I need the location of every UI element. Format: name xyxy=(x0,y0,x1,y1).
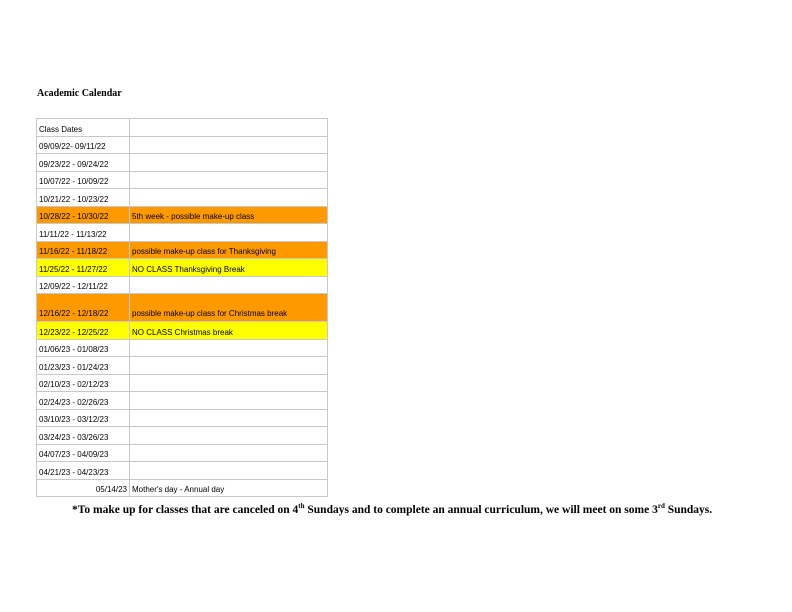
table-row xyxy=(37,479,328,497)
class-date-cell: 02/24/23 - 02/26/23 xyxy=(37,392,130,410)
table-row xyxy=(37,409,328,427)
class-note-cell: NO CLASS Christmas break xyxy=(130,322,328,340)
calendar-table-body xyxy=(37,119,328,497)
class-date-cell: 10/28/22 - 10/30/22 xyxy=(37,206,130,224)
footnote-text-2: Sundays and to complete an annual curriculum, we will meet on some 3 xyxy=(304,504,658,516)
class-date-cell: 12/23/22 - 12/25/22 xyxy=(37,322,130,340)
class-date-cell: 09/23/22 - 09/24/22 xyxy=(37,154,130,172)
class-date-cell: 09/09/22- 09/11/22 xyxy=(37,136,130,154)
class-note-cell xyxy=(130,392,328,410)
class-note-cell: possible make-up class for Thanksgiving xyxy=(130,241,328,259)
table-row xyxy=(37,189,328,207)
table-row xyxy=(37,294,328,322)
class-note-cell xyxy=(130,154,328,172)
page-title: Academic Calendar xyxy=(37,88,122,99)
table-row xyxy=(37,136,328,154)
class-note-cell: NO CLASS Thanksgiving Break xyxy=(130,259,328,277)
class-date-cell: 03/10/23 - 03/12/23 xyxy=(37,409,130,427)
class-date-cell: 10/07/22 - 10/09/22 xyxy=(37,171,130,189)
class-date-cell: 10/21/22 - 10/23/22 xyxy=(37,189,130,207)
table-row xyxy=(37,339,328,357)
class-note-cell xyxy=(130,339,328,357)
class-note-cell xyxy=(130,357,328,375)
footnote-text-3: Sundays. xyxy=(664,504,713,516)
header-class-dates: Class Dates xyxy=(37,119,130,137)
class-note-cell xyxy=(130,409,328,427)
table-row xyxy=(37,276,328,294)
table-row xyxy=(37,357,328,375)
class-date-cell: 04/21/23 - 04/23/23 xyxy=(37,462,130,480)
table-row xyxy=(37,259,328,277)
table-row xyxy=(37,206,328,224)
footnote-superscript-1: th xyxy=(298,502,305,511)
table-row xyxy=(37,427,328,445)
table-row xyxy=(37,322,328,340)
class-note-cell xyxy=(130,276,328,294)
footnote-text-1: *To make up for classes that are canceled on 4 xyxy=(72,504,299,516)
academic-calendar-table xyxy=(36,118,328,497)
class-date-cell: 11/25/22 - 11/27/22 xyxy=(37,259,130,277)
class-note-cell xyxy=(130,189,328,207)
class-date-cell: 11/16/22 - 11/18/22 xyxy=(37,241,130,259)
table-header-row xyxy=(37,119,328,137)
class-note-cell xyxy=(130,171,328,189)
class-date-cell: 12/09/22 - 12/11/22 xyxy=(37,276,130,294)
header-notes xyxy=(130,119,328,137)
class-date-cell: 05/14/23 xyxy=(37,479,130,497)
class-note-cell xyxy=(130,427,328,445)
class-date-cell: 01/23/23 - 01/24/23 xyxy=(37,357,130,375)
table-row xyxy=(37,224,328,242)
class-note-cell xyxy=(130,462,328,480)
table-row xyxy=(37,392,328,410)
table-row xyxy=(37,171,328,189)
class-date-cell: 04/07/23 - 04/09/23 xyxy=(37,444,130,462)
table-row xyxy=(37,241,328,259)
class-note-cell: possible make-up class for Christmas break xyxy=(130,294,328,322)
class-note-cell: Mother's day - Annual day xyxy=(130,479,328,497)
class-note-cell: 5th week - possible make-up class xyxy=(130,206,328,224)
class-note-cell xyxy=(130,136,328,154)
class-note-cell xyxy=(130,374,328,392)
class-date-cell: 12/16/22 - 12/18/22 xyxy=(37,294,130,322)
footnote-superscript-2: rd xyxy=(657,502,665,511)
footnote xyxy=(72,504,772,516)
class-date-cell: 11/11/22 - 11/13/22 xyxy=(37,224,130,242)
class-date-cell: 01/06/23 - 01/08/23 xyxy=(37,339,130,357)
class-date-cell: 02/10/23 - 02/12/23 xyxy=(37,374,130,392)
table-row xyxy=(37,374,328,392)
class-note-cell xyxy=(130,444,328,462)
class-note-cell xyxy=(130,224,328,242)
table-row xyxy=(37,154,328,172)
table-row xyxy=(37,462,328,480)
table-row xyxy=(37,444,328,462)
class-date-cell: 03/24/23 - 03/26/23 xyxy=(37,427,130,445)
